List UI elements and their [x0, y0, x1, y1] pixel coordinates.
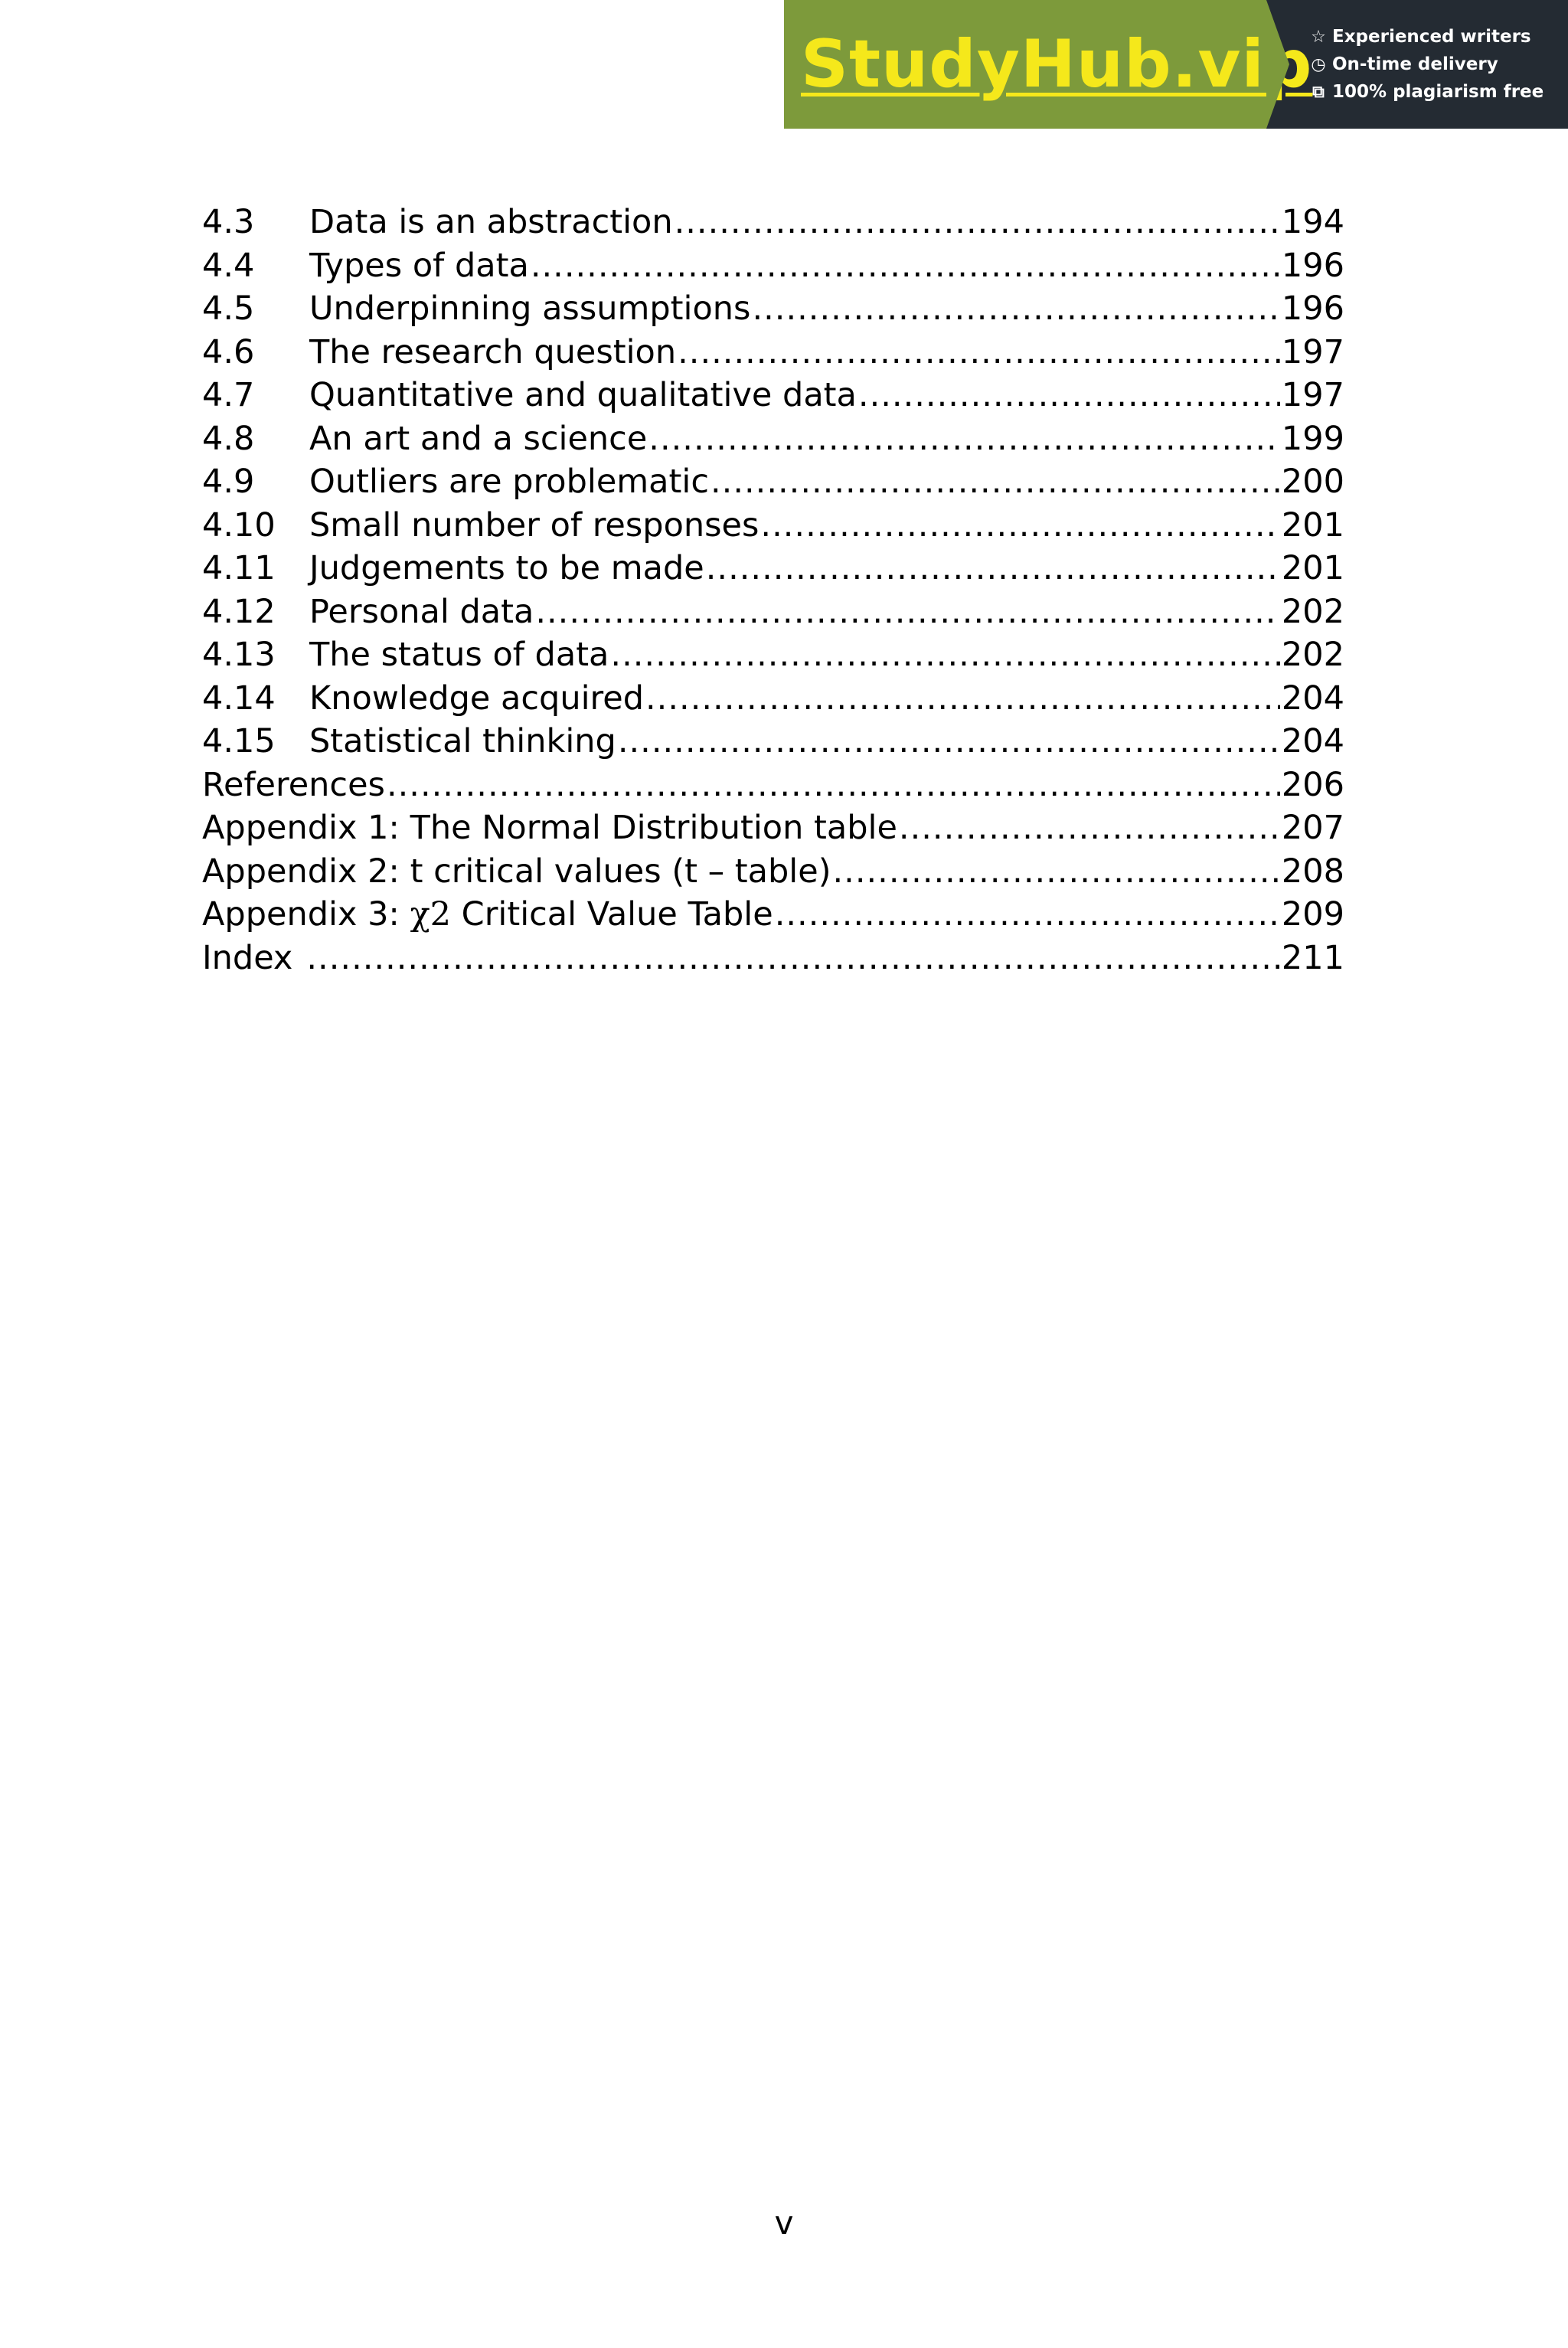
toc-entry-page: 197 — [1281, 376, 1344, 414]
toc-leader-dots — [858, 374, 1280, 417]
toc-entry-page: 200 — [1281, 463, 1344, 501]
banner-logo-area — [784, 0, 1313, 129]
toc-entry-appendix-2[interactable] — [202, 850, 1344, 894]
studyhub-logo[interactable]: StudyHub.vip — [801, 26, 1313, 103]
toc-leader-dots — [832, 850, 1279, 893]
feature-label: On-time delivery — [1332, 54, 1498, 74]
toc-entry-page: 196 — [1281, 246, 1344, 285]
table-of-contents — [202, 201, 1344, 979]
toc-title-suffix: Critical Value Table — [451, 895, 773, 934]
toc-entry-title: Appendix 2: t critical values (t – table) — [202, 852, 831, 891]
feature-label: 100% plagiarism free — [1332, 82, 1544, 102]
toc-entry-number: 4.9 — [202, 463, 255, 501]
feature-label: Experienced writers — [1332, 27, 1531, 47]
toc-entry-title: Types of data — [309, 246, 529, 285]
toc-entry-title: The research question — [309, 332, 677, 371]
chi-square-symbol: χ2 — [410, 895, 452, 934]
toc-entry[interactable] — [202, 460, 1344, 504]
toc-entry-number: 4.12 — [202, 592, 276, 631]
toc-leader-dots — [387, 764, 1280, 806]
toc-entry-page: 202 — [1281, 592, 1344, 631]
toc-entry-number: 4.3 — [202, 203, 255, 241]
toc-entry-title: Judgements to be made — [309, 549, 704, 587]
feature-plagiarism-free — [1309, 82, 1568, 102]
toc-entry[interactable] — [202, 244, 1344, 288]
toc-entry-appendix-3[interactable] — [202, 893, 1344, 937]
toc-entry-title — [202, 893, 773, 936]
clock-icon: ◷ — [1311, 54, 1326, 74]
toc-leader-dots — [648, 417, 1280, 460]
toc-entry-title: Data is an abstraction — [309, 203, 673, 241]
page-number: v — [774, 2204, 794, 2242]
copy-icon: ⧉ — [1312, 82, 1325, 102]
toc-leader-dots — [775, 893, 1280, 936]
toc-entry-number: 4.7 — [202, 376, 255, 414]
toc-entry-page: 196 — [1281, 289, 1344, 328]
toc-leader-dots — [675, 201, 1280, 244]
toc-leader-dots — [535, 590, 1280, 633]
toc-leader-dots — [710, 460, 1280, 503]
toc-entry-page: 209 — [1281, 895, 1344, 934]
toc-entry-title: Small number of responses — [309, 505, 760, 544]
toc-leader-dots — [678, 331, 1280, 374]
toc-entry-number: 4.10 — [202, 505, 276, 544]
toc-entry[interactable] — [202, 331, 1344, 374]
toc-title-prefix: Appendix 3: — [202, 895, 410, 934]
toc-entry-page: 204 — [1281, 722, 1344, 760]
toc-entry-number: 4.4 — [202, 246, 255, 285]
toc-entry[interactable] — [202, 287, 1344, 331]
toc-entry[interactable] — [202, 201, 1344, 244]
toc-entry-title: Outliers are problematic — [309, 463, 709, 501]
toc-leader-dots — [899, 806, 1280, 849]
toc-entry-page: 211 — [1281, 938, 1344, 977]
toc-entry-title: Quantitative and qualitative data — [309, 376, 857, 414]
toc-entry-title: An art and a science — [309, 419, 648, 458]
toc-entry-page: 204 — [1281, 679, 1344, 718]
toc-leader-dots — [531, 244, 1280, 287]
toc-entry[interactable] — [202, 590, 1344, 634]
toc-entry-number: 4.6 — [202, 332, 255, 371]
toc-entry-references[interactable] — [202, 764, 1344, 807]
toc-entry-title: References — [202, 765, 385, 804]
toc-entry[interactable] — [202, 677, 1344, 721]
toc-entry-page: 206 — [1281, 765, 1344, 804]
toc-entry[interactable] — [202, 547, 1344, 590]
toc-leader-dots — [610, 633, 1280, 676]
toc-entry[interactable] — [202, 417, 1344, 461]
toc-leader-dots — [752, 287, 1279, 330]
toc-entry[interactable] — [202, 720, 1344, 764]
toc-leader-dots — [306, 937, 1280, 979]
toc-entry-index[interactable] — [202, 937, 1344, 980]
toc-entry-title: Statistical thinking — [309, 722, 616, 760]
toc-entry[interactable] — [202, 504, 1344, 548]
toc-entry-number: 4.8 — [202, 419, 255, 458]
toc-entry-number: 4.13 — [202, 636, 276, 674]
feature-on-time-delivery — [1309, 54, 1568, 74]
toc-entry-title: Index — [202, 938, 293, 977]
toc-entry-title: Appendix 1: The Normal Distribution table — [202, 809, 897, 847]
toc-leader-dots — [760, 504, 1280, 547]
toc-leader-dots — [618, 720, 1280, 763]
toc-entry[interactable] — [202, 374, 1344, 417]
studyhub-banner[interactable] — [784, 0, 1568, 129]
toc-leader-dots — [645, 677, 1280, 720]
toc-entry-page: 199 — [1281, 419, 1344, 458]
toc-entry-page: 201 — [1281, 505, 1344, 544]
toc-entry-number: 4.14 — [202, 679, 276, 718]
toc-entry-title: Knowledge acquired — [309, 679, 645, 718]
toc-entry-number: 4.5 — [202, 289, 255, 328]
toc-entry-title: Personal data — [309, 592, 534, 631]
toc-entry-title: Underpinning assumptions — [309, 289, 751, 328]
feature-experienced-writers — [1309, 27, 1568, 47]
toc-entry-appendix-1[interactable] — [202, 806, 1344, 850]
toc-entry-title: The status of data — [309, 636, 609, 674]
toc-entry-page: 202 — [1281, 636, 1344, 674]
toc-entry-page: 194 — [1281, 203, 1344, 241]
toc-entry-page: 207 — [1281, 809, 1344, 847]
toc-entry-number: 4.15 — [202, 722, 276, 760]
toc-entry-page: 201 — [1281, 549, 1344, 587]
toc-entry-page: 208 — [1281, 852, 1344, 891]
toc-entry-number: 4.11 — [202, 549, 276, 587]
toc-entry[interactable] — [202, 633, 1344, 677]
toc-entry-page: 197 — [1281, 332, 1344, 371]
toc-leader-dots — [706, 547, 1280, 590]
star-icon: ☆ — [1311, 27, 1326, 47]
